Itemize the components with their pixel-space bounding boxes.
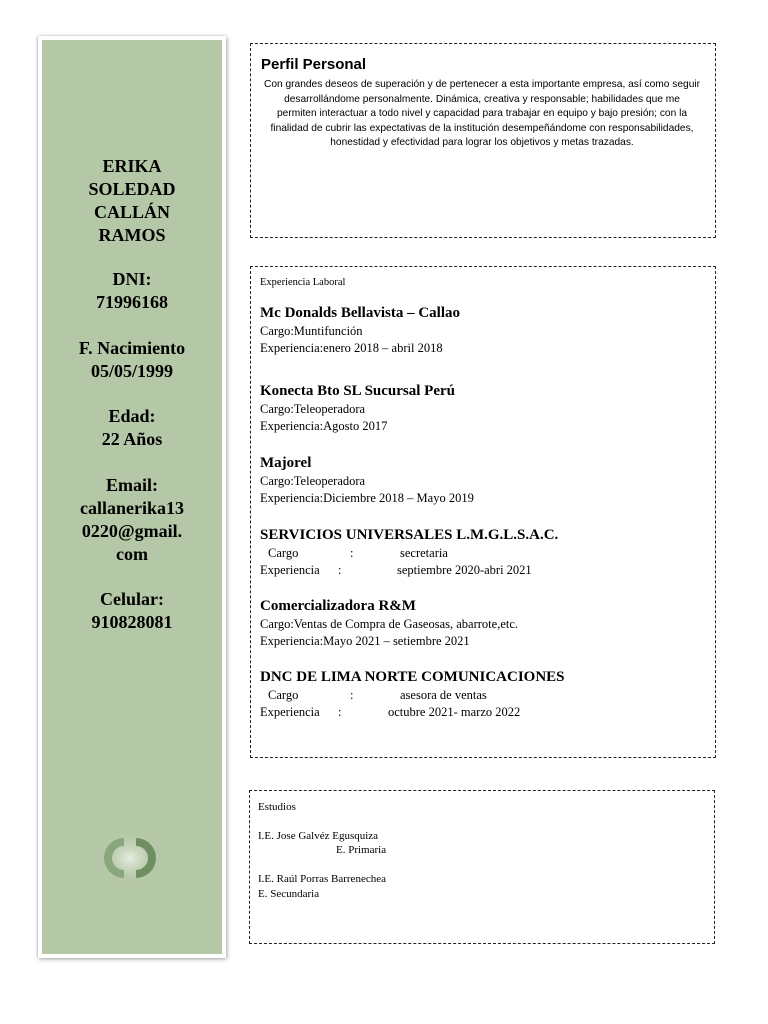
- job-experience: [260, 704, 710, 721]
- job-item: [260, 381, 710, 434]
- job-experience: [260, 562, 710, 579]
- email-value[interactable]: callanerika13 0220@gmail. com: [80, 498, 184, 564]
- job-cargo: Cargo:Teleoperadora: [260, 474, 366, 488]
- birth-value: 05/05/1999: [90, 361, 173, 381]
- job-item: [260, 525, 710, 578]
- job-item: [260, 303, 710, 356]
- job-company: Majorel: [260, 455, 312, 471]
- dni-block: [42, 268, 222, 314]
- job-cargo: Cargo:Teleoperadora: [260, 402, 366, 416]
- circular-arrows-icon: [98, 830, 162, 886]
- exp-value: octubre 2021- marzo 2022: [388, 704, 521, 719]
- job-cargo: Cargo:Ventas de Compra de Gaseosas, abarrote,etc.: [260, 617, 519, 631]
- experience-section: [250, 266, 716, 758]
- phone-block: [42, 588, 222, 634]
- job-experience: Experiencia:enero 2018 – abril 2018: [260, 340, 443, 355]
- age-value: 22 Años: [101, 429, 163, 449]
- email-label: Email:: [106, 475, 158, 495]
- job-item: [260, 667, 710, 720]
- email-block: [42, 474, 222, 566]
- cargo-sep: :: [350, 688, 354, 702]
- exp-value: septiembre 2020-abri 2021: [397, 562, 532, 577]
- school-name: I.E. Raúl Porras Barrenechea: [258, 873, 386, 885]
- school-name: I.E. Jose Galvéz Egusquiza: [258, 830, 379, 842]
- studies-section: [249, 790, 715, 944]
- job-item: [260, 596, 710, 649]
- birth-label: F. Nacimiento: [78, 338, 186, 358]
- job-cargo: [260, 545, 710, 562]
- cargo-value: secretaria: [400, 546, 448, 560]
- job-company: SERVICIOS UNIVERSALES L.M.G.L.S.A.C.: [260, 527, 559, 543]
- profile-section: [250, 43, 716, 238]
- candidate-name: [42, 155, 222, 247]
- experience-heading: Experiencia Laboral: [260, 277, 346, 288]
- cargo-label: Cargo: [268, 688, 299, 702]
- dni-label: DNI:: [112, 269, 152, 289]
- school-level: E. Primaria: [336, 844, 387, 856]
- cargo-sep: :: [350, 546, 354, 560]
- cargo-label: Cargo: [268, 546, 299, 560]
- sidebar: [38, 36, 226, 958]
- job-experience: Experiencia:Mayo 2021 – setiembre 2021: [260, 633, 470, 648]
- phone-value: 910828081: [91, 612, 173, 632]
- profile-text: Con grandes deseos de superación y de pertenecer a esta importante empresa, así como seguir desarrollándome personalmente. Dinámica, creativa y responsable; habilidades que me permiten interactuar a todo nivel y capacidad para trabajar en equipo y bajo presión; con la finalidad de cubrir las expectativas de la institución desempeñándome con responsabilidades, honestidad y efectividad para lograr los objetivos y metas trazadas.: [263, 79, 701, 149]
- name-text: ERIKA SOLEDAD CALLÁN RAMOS: [88, 156, 176, 245]
- job-experience: Experiencia:Diciembre 2018 – Mayo 2019: [260, 490, 474, 505]
- job-company: Konecta Bto SL Sucursal Perú: [260, 383, 456, 399]
- age-label: Edad:: [108, 406, 156, 426]
- exp-label: Experiencia: [260, 704, 320, 719]
- dni-value: 71996168: [96, 292, 168, 312]
- job-company: Mc Donalds Bellavista – Callao: [260, 305, 461, 321]
- job-cargo: Cargo:Muntifunción: [260, 324, 363, 338]
- job-company: DNC DE LIMA NORTE COMUNICACIONES: [260, 669, 565, 685]
- age-block: [42, 405, 222, 451]
- studies-heading: Estudios: [258, 801, 296, 813]
- school-level: E. Secundaria: [258, 888, 320, 900]
- job-experience: Experiencia:Agosto 2017: [260, 418, 388, 433]
- job-item: [260, 453, 710, 506]
- job-cargo: [260, 687, 710, 704]
- exp-label: Experiencia: [260, 562, 320, 577]
- birth-block: [42, 337, 222, 383]
- cargo-value: asesora de ventas: [400, 688, 487, 702]
- job-company: Comercializadora R&M: [260, 598, 416, 614]
- profile-title: Perfil Personal: [261, 56, 367, 73]
- phone-label: Celular:: [100, 589, 164, 609]
- exp-sep: :: [338, 704, 342, 719]
- exp-sep: :: [338, 562, 342, 577]
